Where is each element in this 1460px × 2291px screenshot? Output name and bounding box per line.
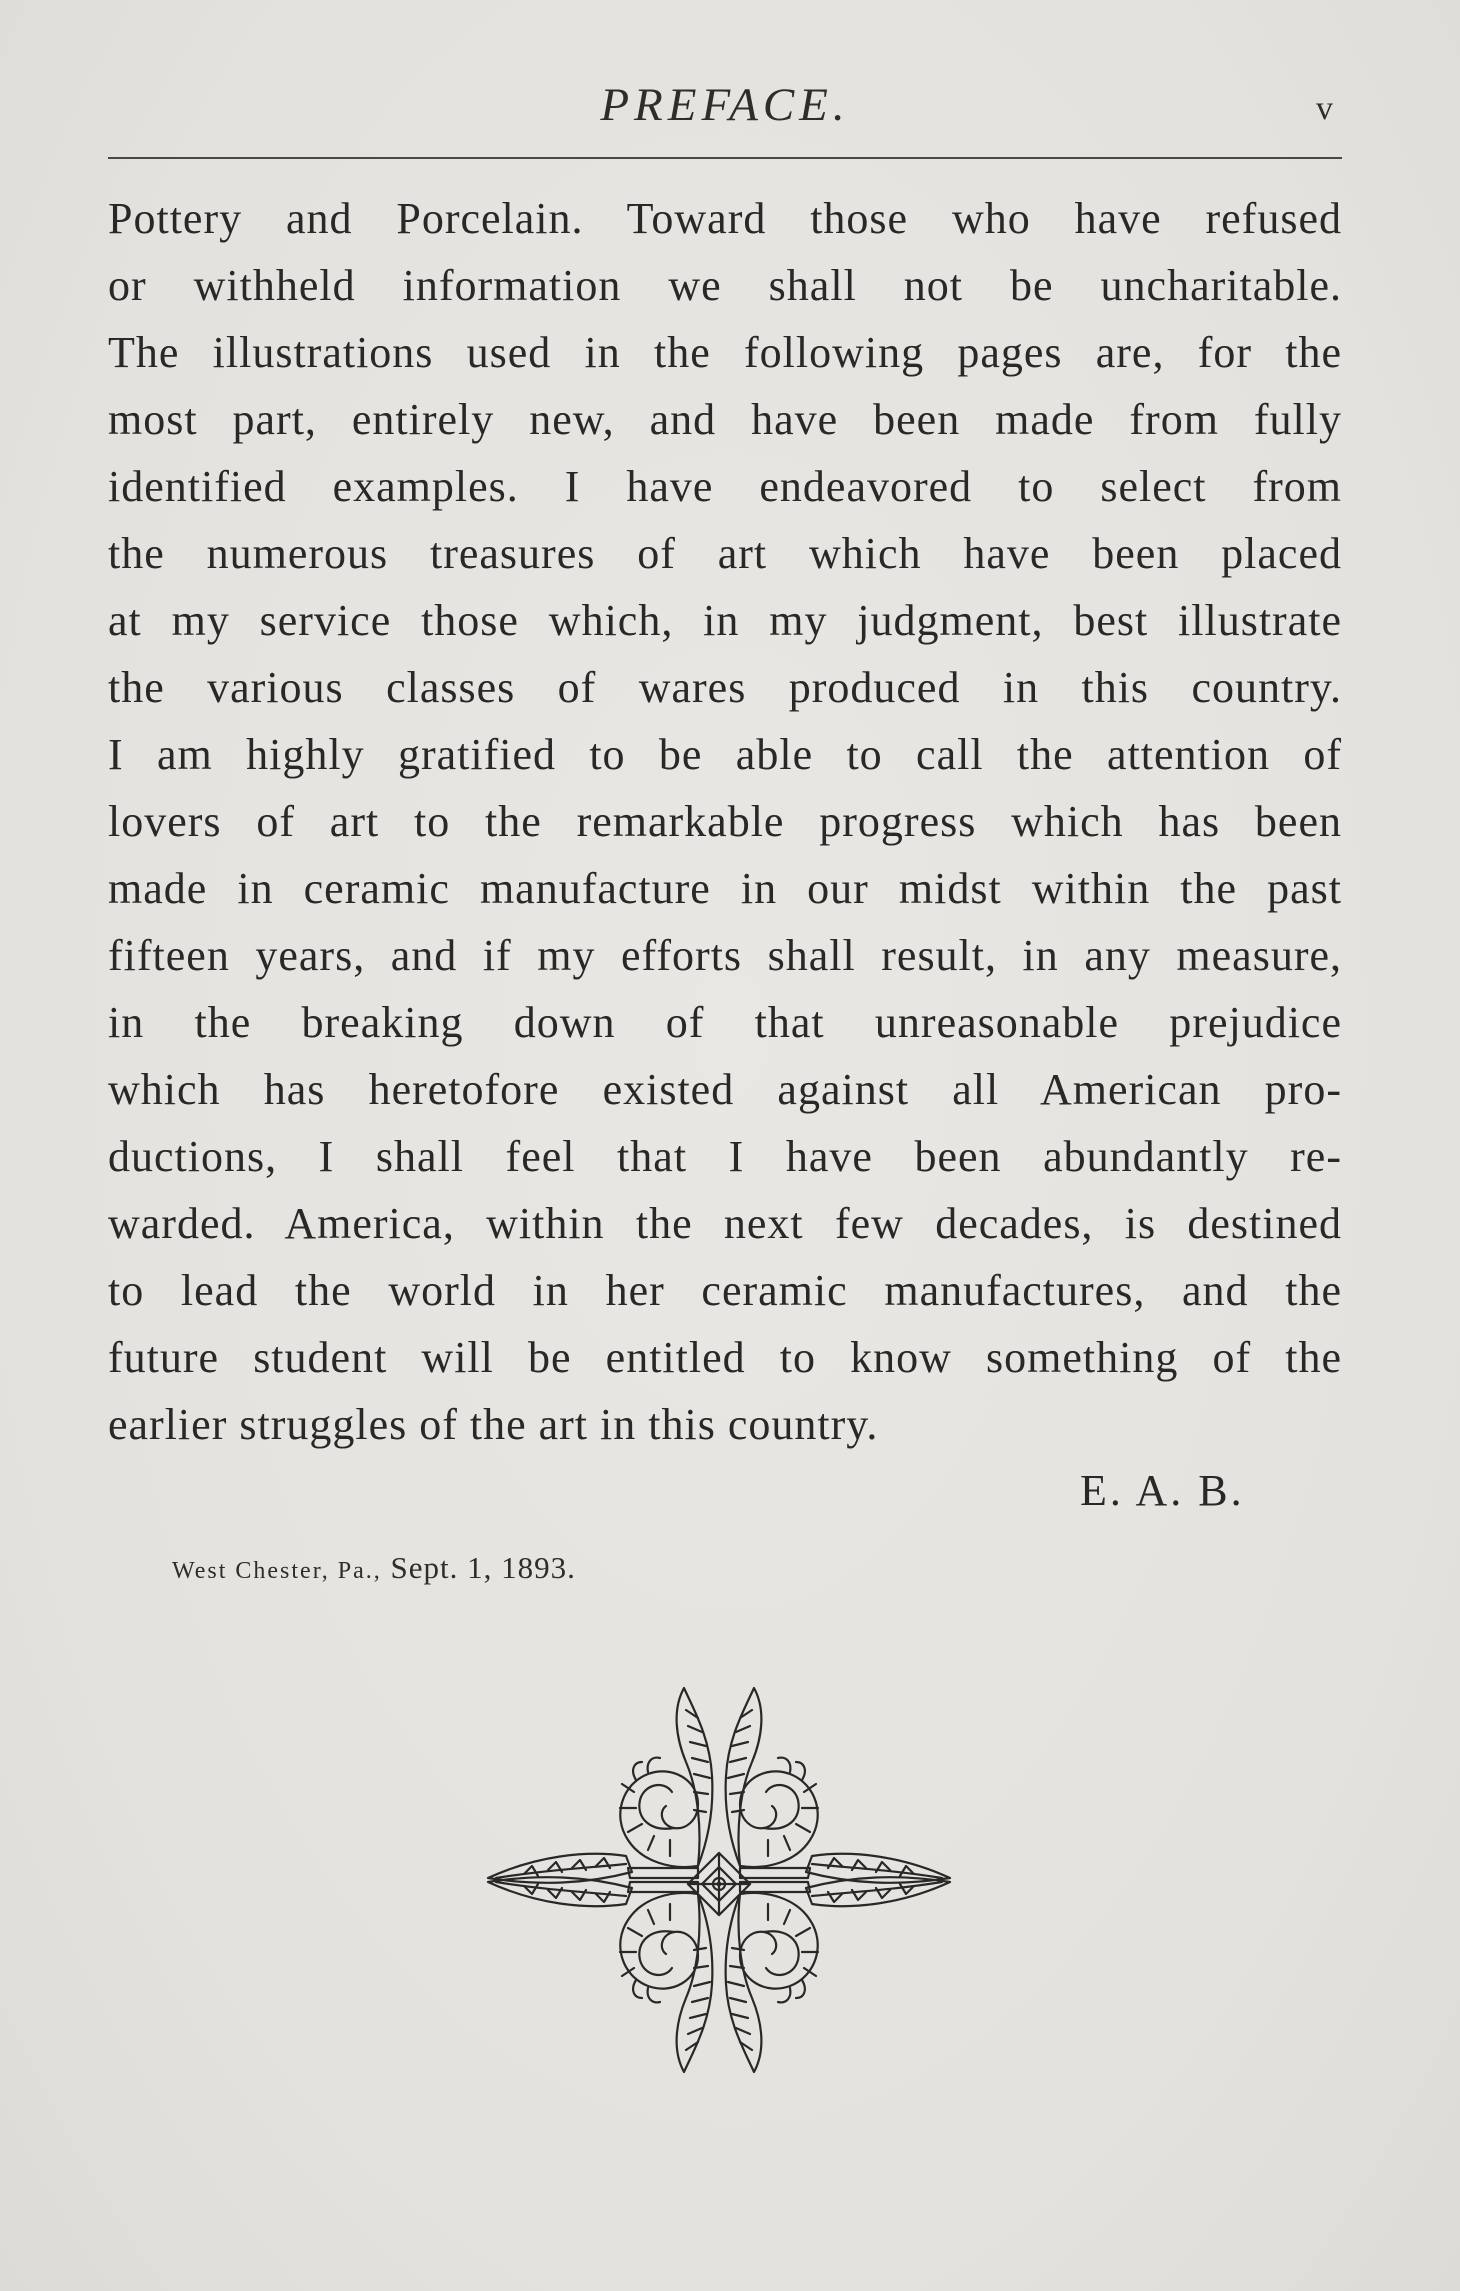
text-line: the numerous treasures of art which have been placed <box>108 529 1342 578</box>
text-line: in the breaking down of that unreasonable prejudice <box>108 998 1342 1047</box>
preface-body <box>108 185 1342 1458</box>
running-title: PREFACE. <box>600 79 850 131</box>
text-line: which has heretofore existed against all American pro- <box>108 1065 1342 1114</box>
text-line: most part, entirely new, and have been made from fully <box>108 395 1342 444</box>
header-rule <box>108 157 1342 159</box>
text-line: I am highly gratified to be able to call the attention of <box>108 730 1342 779</box>
text-line: future student will be entitled to know something of the <box>108 1333 1342 1382</box>
text-line: identified examples. I have endeavored to select from <box>108 462 1342 511</box>
text-line: at my service those which, in my judgment, best illustrate <box>108 596 1342 645</box>
dateline-place: West Chester, Pa., <box>172 1558 382 1584</box>
author-initials: E. A. B. <box>1080 1466 1245 1515</box>
floral-ornament-icon <box>436 1680 1002 2080</box>
text-line: The illustrations used in the following pages are, for the <box>108 328 1342 377</box>
text-line: earlier struggles of the art in this country. <box>108 1400 879 1449</box>
text-line: the various classes of wares produced in this country. <box>108 663 1342 712</box>
text-line: lovers of art to the remarkable progress which has been <box>108 797 1342 846</box>
text-line: fifteen years, and if my efforts shall result, in any measure, <box>108 931 1342 980</box>
running-head <box>108 78 1342 138</box>
text-line: ductions, I shall feel that I have been abundantly re- <box>108 1132 1342 1181</box>
text-line: warded. America, within the next few decades, is destined <box>108 1199 1342 1248</box>
dateline-date: Sept. 1, 1893. <box>390 1550 576 1585</box>
text-line: or withheld information we shall not be uncharitable. <box>108 261 1342 310</box>
text-line: to lead the world in her ceramic manufactures, and the <box>108 1266 1342 1315</box>
dateline <box>172 1550 576 1586</box>
text-line: made in ceramic manufacture in our midst within the past <box>108 864 1342 913</box>
page-number: v <box>1316 90 1334 127</box>
text-line: Pottery and Porcelain. Toward those who have refused <box>108 194 1342 243</box>
